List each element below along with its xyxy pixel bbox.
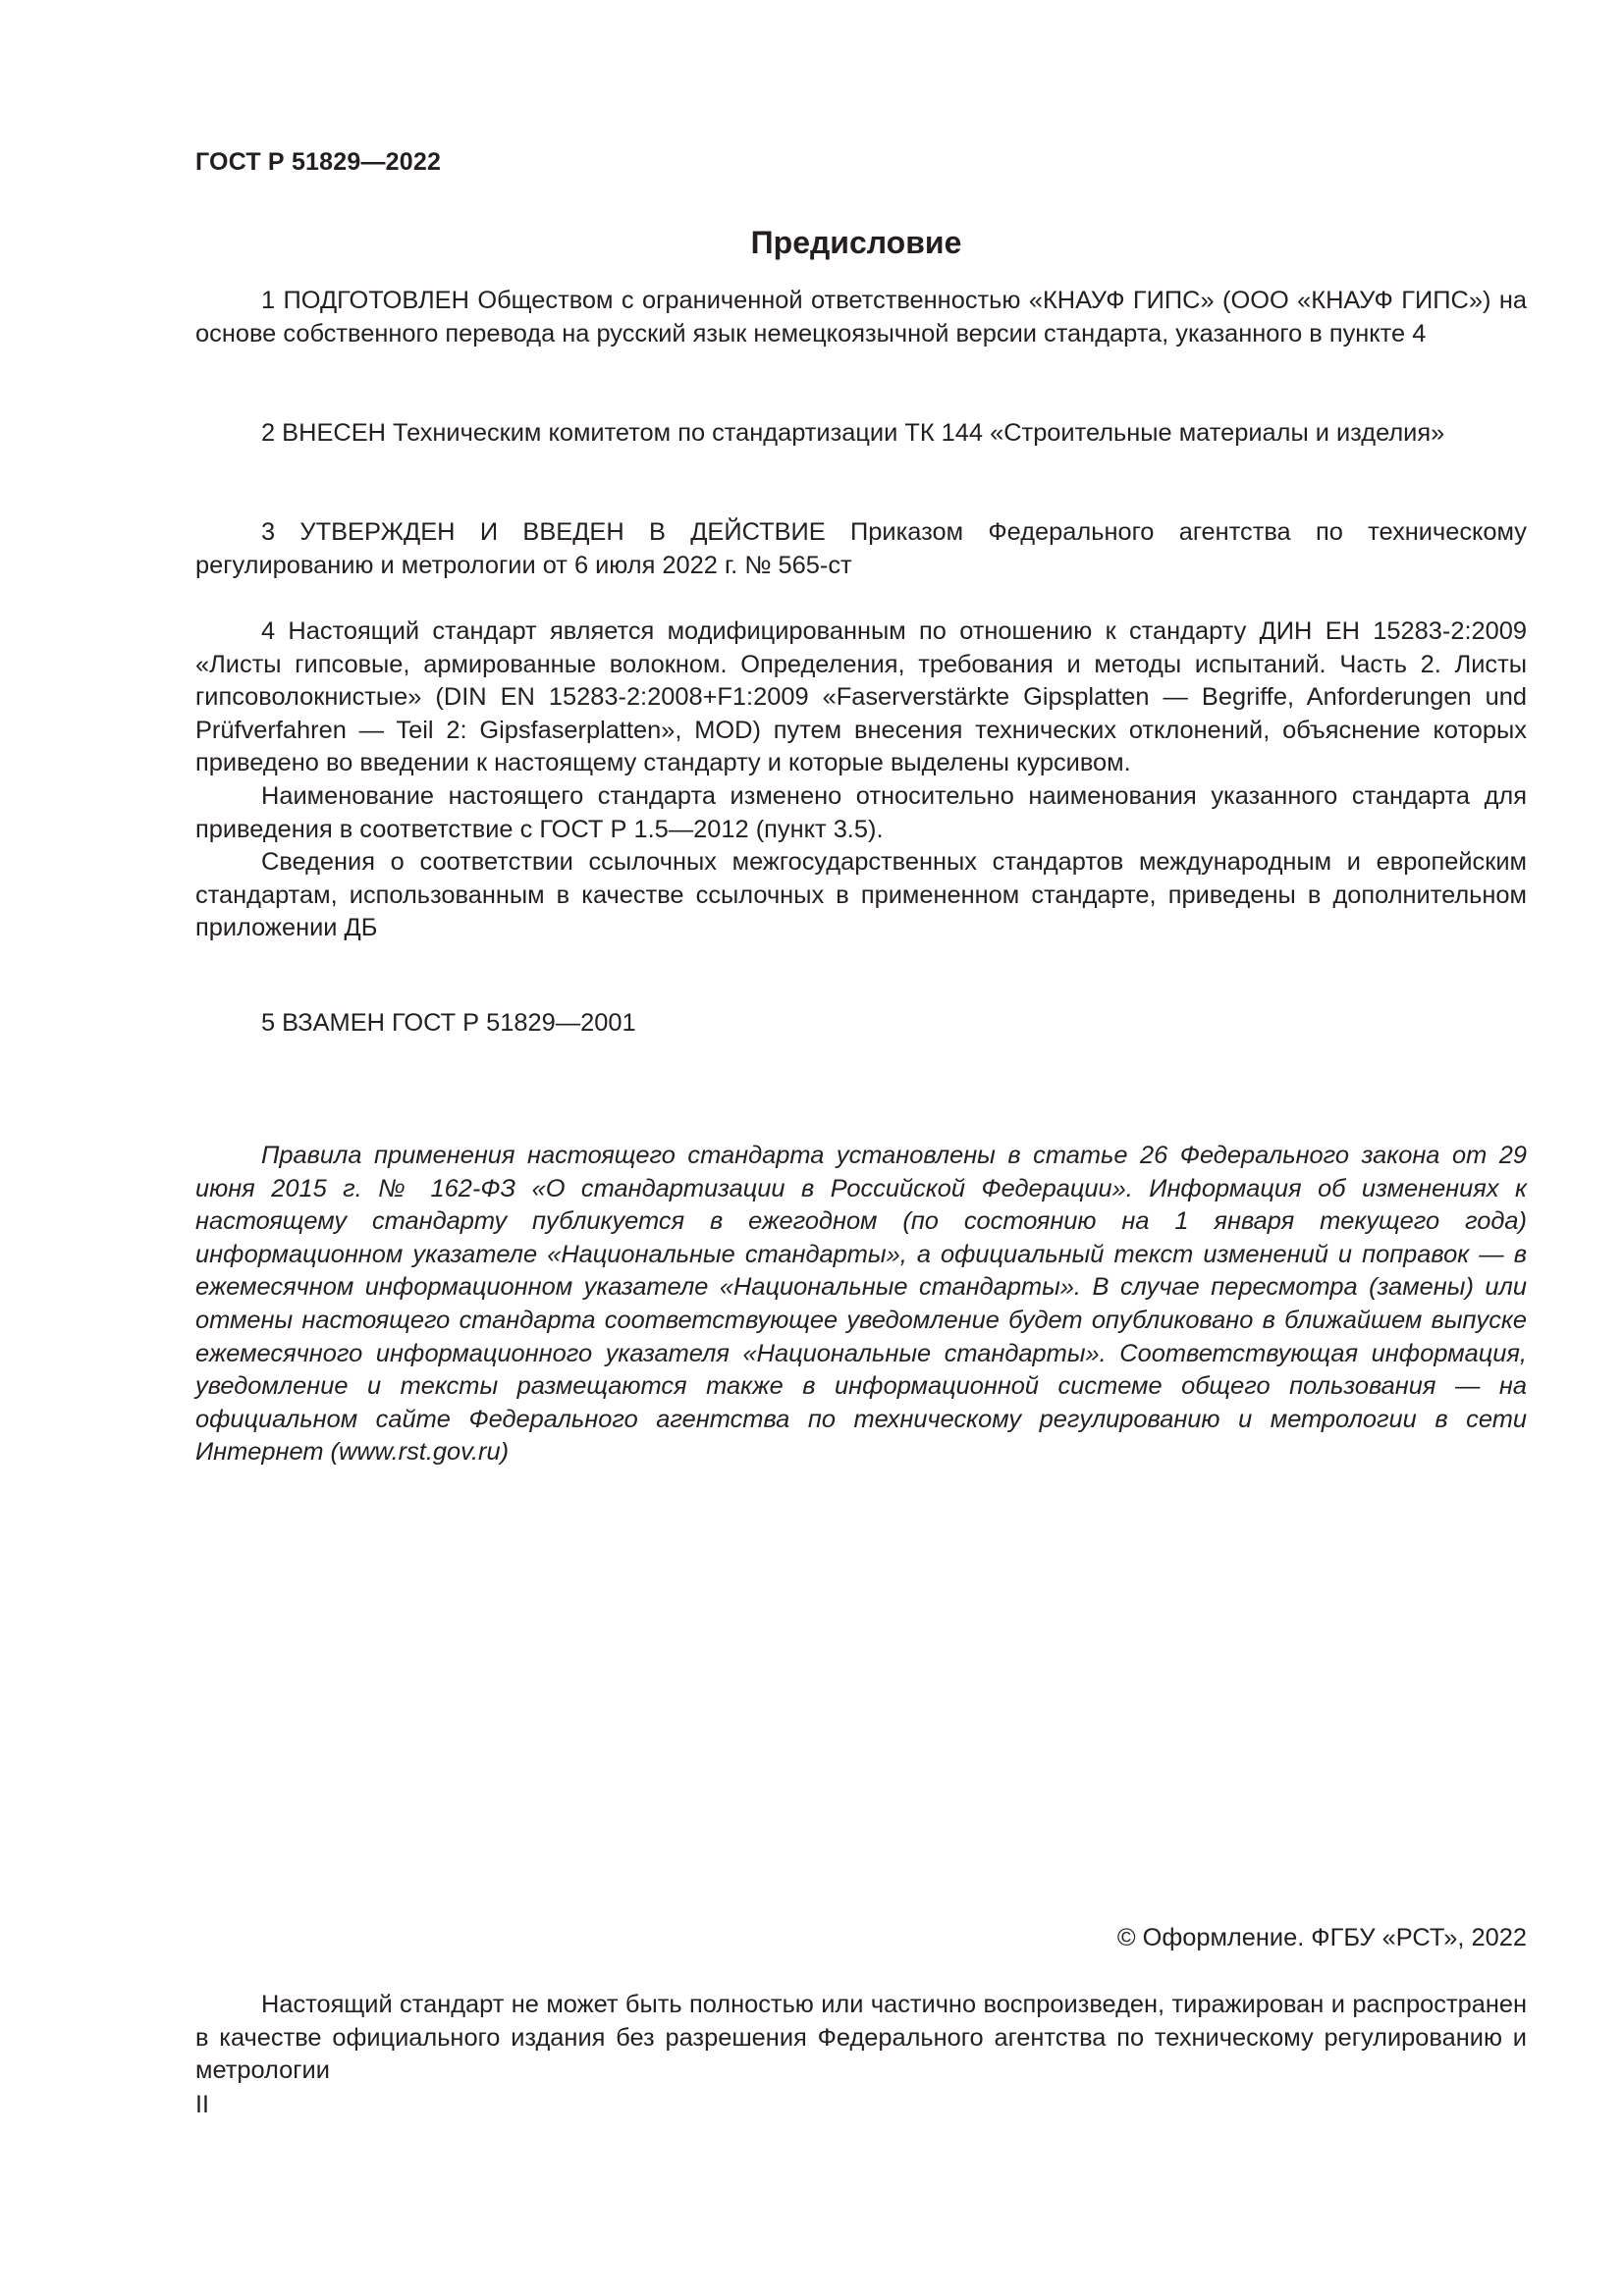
document-code-header: ГОСТ Р 51829—2022	[195, 148, 442, 176]
reproduction-notice-text: Настоящий стандарт не может быть полностью или частично воспроизведен, тиражирован и распространен в качестве официального издания без разрешения Федерального агентства по техническому регулированию и метрологии	[195, 1991, 1527, 2085]
page-number: II	[195, 2091, 209, 2118]
paragraph: 1 ПОДГОТОВЛЕН Обществом с ограниченной ответственностью «КНАУФ ГИПС» (ООО «КНАУФ ГИПС») на основе собственного перевода на русский язык немецкоязычной версии стандарта, указанного в пункте 4	[195, 287, 1527, 347]
paragraph: 4 Настоящий стандарт является модифицированным по отношению к стандарту ДИН ЕН 15283-2:2009 «Листы гипсовые, армированные волокном. Определения, требования и методы испытаний. Часть 2. Листы гипсоволокнистые» (DIN EN 15283-2:2008+F1:2009 «Faserverstärkte Gipsplatten — Begriffe, Anforderungen und Prüfverfahren — Teil 2: Gipsfaserplatten», MOD) путем внесения технических отклонений, объяснение которых приведено во введении к настоящему стандарту и которые выделены курсивом.	[195, 617, 1527, 777]
rules-notice-text: Правила применения настоящего стандарта установлены в статье 26 Федерального закона от 29 июня 2015 г. № 162-ФЗ «О стандартизации в Российской Федерации». Информация об изменениях к настоящему стандарту публикуется в ежегодном (по состоянию на 1 января текущего года) информационном указателе «Национальные стандарты», а официальный текст изменений и поправок — в ежемесячном информационном указателе «Национальные стандарты». В случае пересмотра (замены) или отмены настоящего стандарта соответствующее уведомление будет опубликовано в ближайшем выпуске ежемесячного информационного указателя «Национальные стандарты». Соответствующая информация, уведомление и тексты размещаются также в информационной системе общего пользования — на официальном сайте Федерального агентства по техническому регулированию и метрологии в сети Интернет (www.rst.gov.ru)	[195, 1142, 1527, 1467]
section-4-modification	[195, 615, 1527, 945]
page-title: Предисловие	[750, 225, 962, 260]
paragraph: Наименование настоящего стандарта изменено относительно наименования указанного стандарта для приведения в соответствие с ГОСТ Р 1.5—2012 (пункт 3.5).	[195, 781, 1527, 843]
reproduction-notice	[195, 1989, 1527, 2088]
paragraph: 5 ВЗАМЕН ГОСТ Р 51829—2001	[261, 1009, 636, 1037]
rules-notice	[195, 1140, 1527, 1469]
section-5-replaces	[195, 1007, 1527, 1041]
section-2-introduced	[195, 417, 1527, 451]
paragraph: 3 УТВЕРЖДЕН И ВВЕДЕН В ДЕЙСТВИЕ Приказом Федерального агентства по техническому регулированию и метрологии от 6 июля 2022 г. № 565-ст	[195, 518, 1527, 579]
section-3-approved	[195, 516, 1527, 582]
paragraph: Сведения о соответствии ссылочных межгосударственных стандартов международным и европейским стандартам, использованным в качестве ссылочных в примененном стандарте, приведены в дополнительном приложении ДБ	[195, 848, 1527, 942]
copyright-line: © Оформление. ФГБУ «РСТ», 2022	[1116, 1924, 1527, 1951]
section-1-prepared	[195, 285, 1527, 350]
paragraph: 2 ВНЕСЕН Техническим комитетом по стандартизации ТК 144 «Строительные материалы и изделия»	[261, 419, 1445, 447]
